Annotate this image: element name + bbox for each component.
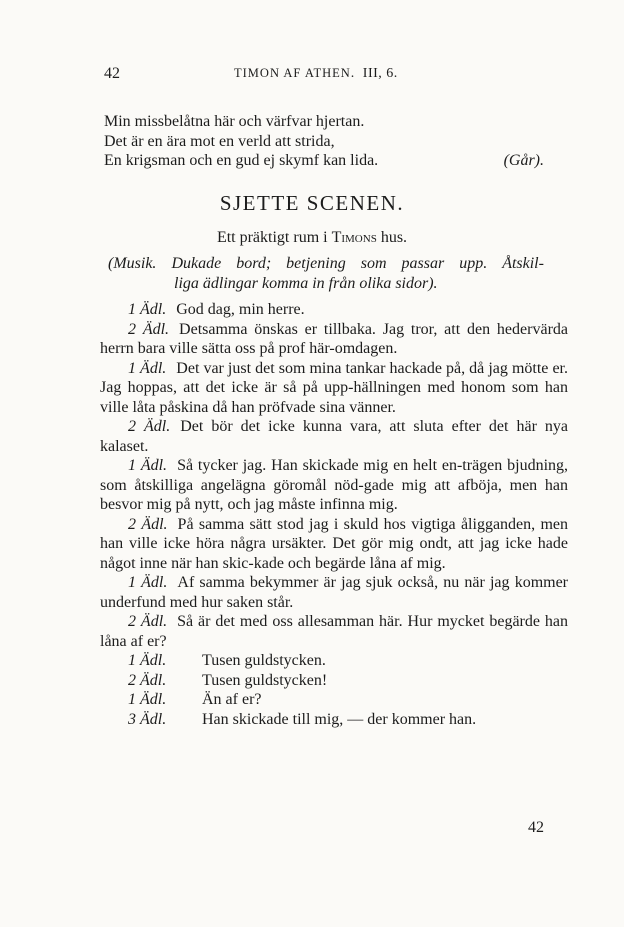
speaker-label: 1 Ädl. bbox=[128, 652, 167, 669]
speaker-label: 2 Ädl. bbox=[128, 613, 168, 630]
speaker-label: 2 Ädl. bbox=[128, 418, 171, 435]
verse-line-text: En krigsman och en gud ej skymf kan lida. bbox=[104, 152, 379, 169]
speech bbox=[100, 417, 568, 456]
catchword: 42 bbox=[528, 819, 544, 836]
exit-direction: (Går). bbox=[503, 152, 544, 169]
speech bbox=[100, 690, 568, 710]
speech-text: God dag, min herre. bbox=[176, 301, 305, 318]
speech bbox=[100, 359, 568, 418]
running-title: TIMON AF ATHEN. III, 6. bbox=[234, 66, 398, 81]
speech bbox=[100, 320, 568, 359]
speech-text: Än af er? bbox=[202, 691, 262, 708]
dialogue bbox=[100, 300, 568, 729]
speaker-label: 2 Ädl. bbox=[128, 515, 168, 533]
speech bbox=[100, 456, 568, 515]
direction-word: upp. bbox=[459, 255, 488, 272]
stage-direction-line bbox=[108, 254, 544, 274]
speech-text: Tusen guldstycken! bbox=[202, 671, 328, 689]
speech-text: Det bör det icke kunna vara, att sluta efter det här nya kalaset. bbox=[100, 418, 568, 455]
speech-text: Tusen guldstycken. bbox=[202, 652, 326, 669]
speech-text: Af samma bekymmer är jag sjuk också, nu när jag kommer underfund med hur saken står. bbox=[100, 574, 569, 611]
stage-direction-line: liga ädlingar komma in från olika sidor). bbox=[174, 274, 438, 292]
direction-word: passar bbox=[401, 255, 445, 272]
speech bbox=[100, 671, 568, 691]
direction-word: betjening bbox=[286, 255, 346, 272]
page-header bbox=[104, 64, 464, 86]
stage-direction bbox=[108, 254, 544, 293]
running-title-act-scene: III, 6. bbox=[362, 66, 398, 81]
direction-word: som bbox=[360, 255, 387, 272]
speaker-label: 2 Ädl. bbox=[128, 320, 170, 338]
speech bbox=[100, 300, 568, 320]
speech-text: Så tycker jag. Han skickade mig en helt en-trägen bjudning, som åtskilliga angelägna göromål nöd-gade mig att afböja, men han besvor mig på nytt, och jag måste infinna mig. bbox=[100, 457, 569, 513]
speech-text: Så är det med oss allesamman här. Hur mycket begärde han låna af er? bbox=[100, 613, 568, 650]
speech bbox=[100, 515, 568, 574]
setting-name: Timons bbox=[331, 229, 377, 246]
speech bbox=[100, 573, 568, 612]
page-number: 42 bbox=[104, 65, 120, 82]
speaker-label: 1 Ädl. bbox=[128, 301, 167, 318]
speaker-label: 1 Ädl. bbox=[128, 691, 167, 708]
speech bbox=[100, 612, 568, 651]
speech bbox=[100, 651, 568, 671]
setting-prefix: Ett präktigt rum i bbox=[216, 229, 328, 246]
speaker-label: 2 Ädl. bbox=[128, 671, 167, 689]
scene-setting bbox=[0, 228, 624, 248]
speech-text: Det var just det som mina tankar hackade på, då jag mötte er. Jag hoppas, att det icke är så på upp-hällningen med honom som han ville låta påskina då han pröfvade sina vänner. bbox=[100, 359, 568, 416]
verse-line bbox=[104, 151, 544, 171]
direction-word: Dukade bbox=[171, 255, 222, 272]
running-title-play: TIMON AF ATHEN bbox=[234, 66, 351, 80]
setting-suffix: hus. bbox=[380, 229, 408, 246]
direction-word: (Musik. bbox=[108, 255, 157, 272]
speaker-label: 1 Ädl. bbox=[128, 457, 168, 474]
speech bbox=[100, 710, 568, 730]
direction-word: bord; bbox=[236, 255, 272, 272]
verse-line: Min missbelåtna här och värfvar hjertan. bbox=[104, 113, 365, 130]
speech-text: På samma sätt stod jag i skuld hos vigtiga åligganden, men han ville icke höra några ursäkter. Det gör mig ondt, att jag icke hade något inne när han skic-kade och begärde låna af mig. bbox=[100, 515, 569, 572]
speaker-label: 3 Ädl. bbox=[128, 710, 167, 728]
direction-word: Åtskil- bbox=[502, 255, 544, 272]
verse-block bbox=[104, 112, 544, 171]
speech-text: Detsamma önskas er tillbaka. Jag tror, att den hedervärda herrn bara ville sätta oss på prof här-omdagen. bbox=[100, 320, 568, 357]
speaker-label: 1 Ädl. bbox=[128, 574, 168, 591]
scene-title: SJETTE SCENEN. bbox=[219, 191, 405, 215]
speaker-label: 1 Ädl. bbox=[128, 359, 167, 377]
verse-line: Det är en ära mot en verld att strida, bbox=[104, 132, 335, 150]
speech-text: Han skickade till mig, — der kommer han. bbox=[202, 710, 477, 728]
